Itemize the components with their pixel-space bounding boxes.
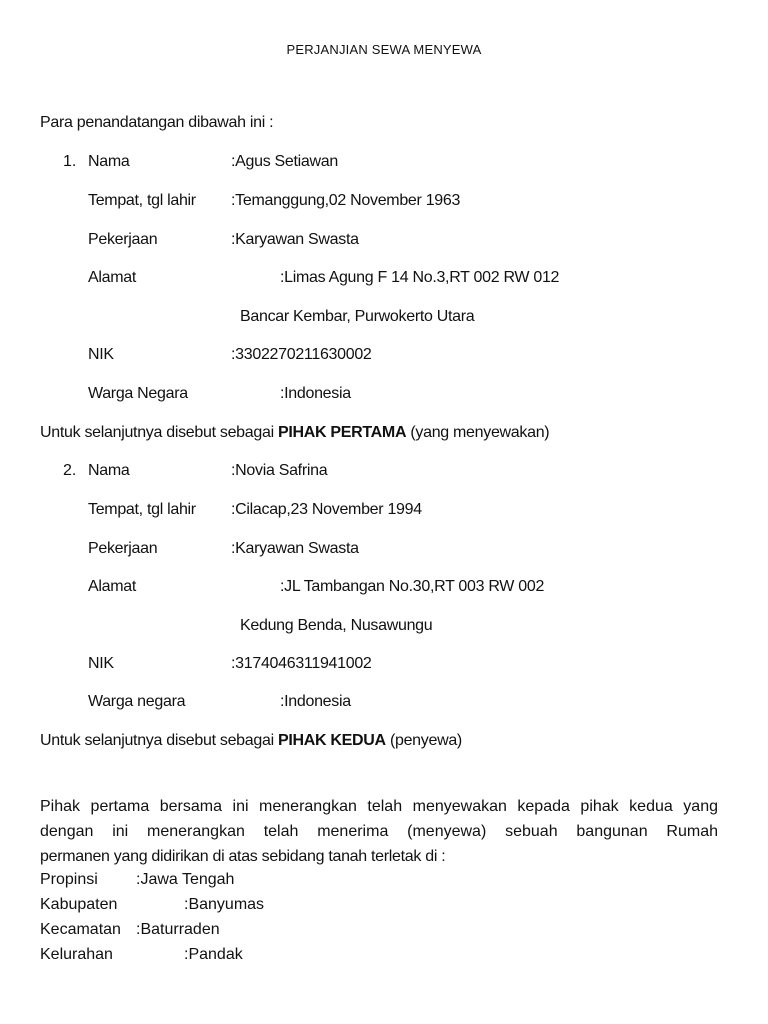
party-1-designation-suffix: (yang menyewakan) (406, 424, 550, 441)
location-district-value: :Baturraden (136, 921, 220, 938)
statement-line-2: dengan ini menerangkan telah menerima (menyewa) sebuah bangunan Rumah (40, 823, 718, 840)
party-1-birth-value: :Temanggung,02 November 1963 (231, 192, 461, 209)
statement-paragraph (40, 794, 718, 869)
party-1-designation-prefix: Untuk selanjutnya disebut sebagai (40, 424, 278, 441)
party-1-name-label: Nama (88, 153, 130, 170)
location-regency-value: :Banyumas (184, 896, 265, 913)
party-1-address-value: :Limas Agung F 14 No.3,RT 002 RW 012 (280, 269, 560, 286)
statement-line-3: permanen yang didirikan di atas sebidang tanah terletak di : (40, 848, 446, 865)
party-1-citizenship-label: Warga Negara (88, 385, 188, 402)
party-2-job-value: :Karyawan Swasta (231, 540, 359, 557)
party-1-job-value: :Karyawan Swasta (231, 231, 359, 248)
party-2-name-value: :Novia Safrina (231, 462, 328, 479)
party-1-job-label: Pekerjaan (88, 231, 158, 248)
party-1-number: 1. (63, 153, 77, 170)
party-2-nik-label: NIK (88, 655, 114, 672)
party-1-name-value: :Agus Setiawan (231, 153, 338, 170)
location-regency-label: Kabupaten (40, 896, 118, 913)
party-2-nik-value: :3174046311941002 (231, 655, 372, 672)
document-title: PERJANJIAN SEWA MENYEWA (286, 42, 482, 57)
party-2-birth-value: :Cilacap,23 November 1994 (231, 501, 422, 518)
party-1-address-label: Alamat (88, 269, 136, 286)
party-2-designation-suffix: (penyewa) (385, 732, 462, 749)
location-province-value: :Jawa Tengah (136, 871, 235, 888)
party-1-citizenship-value: :Indonesia (280, 385, 351, 402)
location-village-label: Kelurahan (40, 946, 113, 963)
party-1-designation-bold: PIHAK PERTAMA (277, 424, 407, 441)
party-2-citizenship-label: Warga negara (88, 693, 186, 710)
party-2-job-label: Pekerjaan (88, 540, 158, 557)
party-2-address-line2: Kedung Benda, Nusawungu (240, 617, 433, 634)
party-2-address-value: :JL Tambangan No.30,RT 003 RW 002 (280, 578, 545, 595)
party-1-designation (40, 424, 549, 442)
party-2-birth-label: Tempat, tgl lahir (88, 501, 196, 518)
statement-line-1: Pihak pertama bersama ini menerangkan telah menyewakan kepada pihak kedua yang (40, 798, 718, 815)
party-2-citizenship-value: :Indonesia (280, 693, 351, 710)
party-2-address-label: Alamat (88, 578, 136, 595)
location-district-label: Kecamatan (40, 921, 121, 938)
party-2-designation (40, 732, 462, 750)
party-2-number: 2. (63, 462, 77, 479)
party-1-nik-value: :3302270211630002 (231, 346, 372, 363)
party-2-designation-prefix: Untuk selanjutnya disebut sebagai (40, 732, 278, 749)
intro-text: Para penandatangan dibawah ini : (40, 114, 274, 131)
party-2-name-label: Nama (88, 462, 130, 479)
party-1-birth-label: Tempat, tgl lahir (88, 192, 196, 209)
party-1-nik-label: NIK (88, 346, 114, 363)
party-1-address-line2: Bancar Kembar, Purwokerto Utara (240, 308, 475, 325)
location-village-value: :Pandak (184, 946, 243, 963)
location-province-label: Propinsi (40, 871, 98, 888)
party-2-designation-bold: PIHAK KEDUA (277, 732, 386, 749)
